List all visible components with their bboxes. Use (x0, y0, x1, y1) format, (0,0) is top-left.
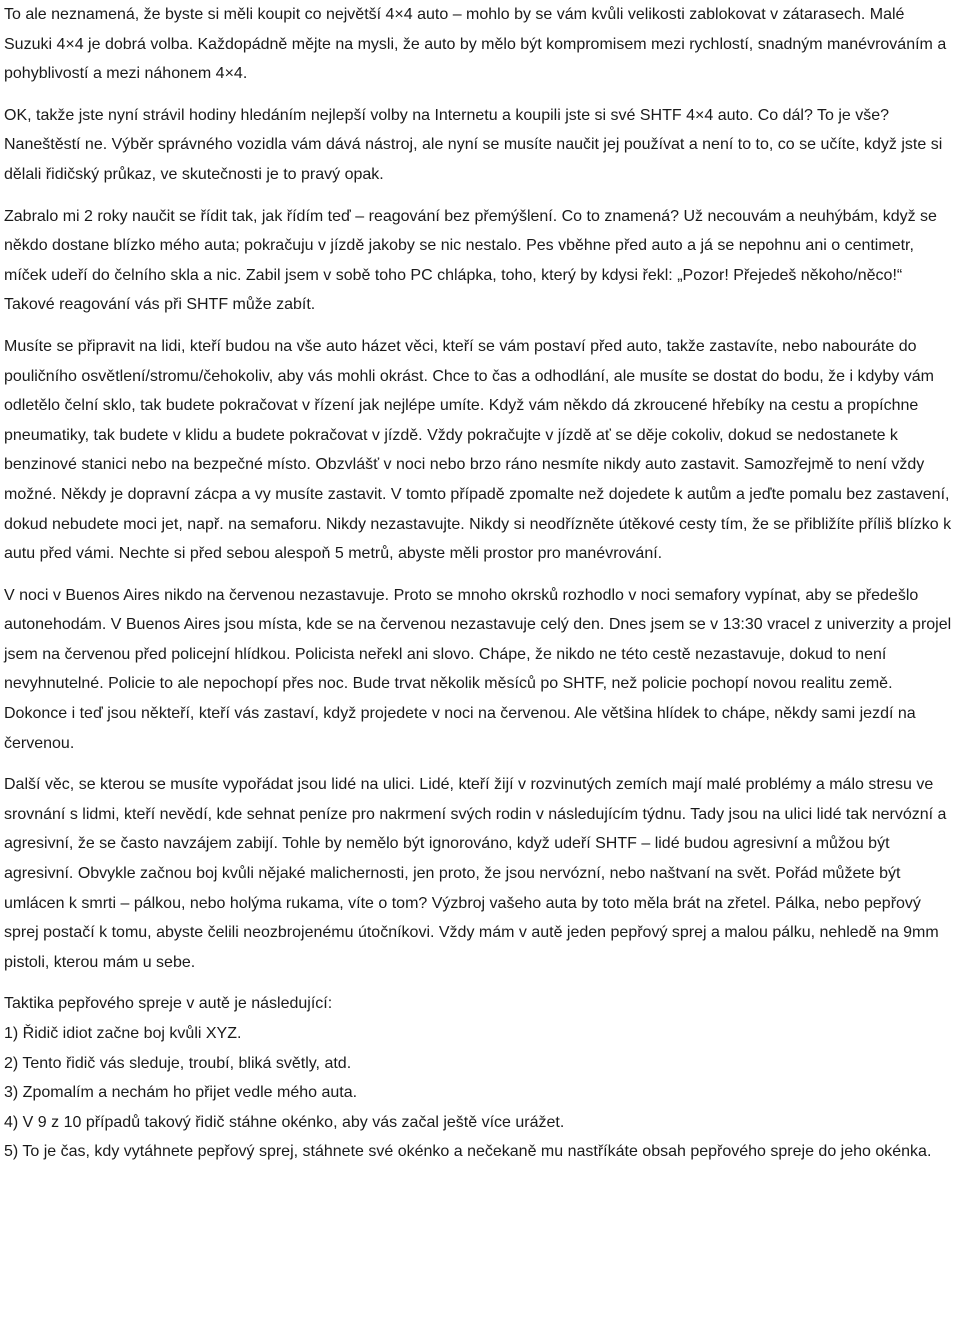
paragraph-street-people: Další věc, se kterou se musíte vypořádat jsou lidé na ulici. Lidé, kteří žijí v rozvinutých zemích mají malé problémy a málo stresu ve srovnání s lidmi, kteří nevědí, kde sehnat peníze pro nakrmení svých rodin v následujícím týdnu. Tady jsou na ulici lidé tak nervózní a agresivní, že se často navzájem zabijí. Tohle by nemělo být ignorováno, když udeří SHTF – lidé budou agresivní a můžou být agresivní. Obvykle začnou boj kvůli nějaké malichernosti, jen proto, že jsou nervózní, nebo naštvaní na svět. Pořád můžete být umlácen k smrti – pálkou, nebo holýma rukama, víte o tom? Výzbroj vašeho auta by toto měla brát na zřetel. Pálka, nebo pepřový sprej postačí k tomu, abyste čelili neozbrojenému útočníkovi. Vždy mám v autě jeden pepřový sprej a malou pálku, nehledě na 9mm pistoli, kterou mám u sebe. (4, 776, 947, 971)
paragraph-suzuki: To ale neznamená, že byste si měli koupit co největší 4×4 auto – mohlo by se vám kvůli velikosti zablokovat v zátarasech. Malé Suzuki 4×4 je dobrá volba. Každopádně mějte na mysli, že auto by mělo být kompromisem mezi rychlostí, snadným manévrováním a pohyblivostí a mezi náhonem 4×4. (4, 6, 947, 83)
document-page (4, 0, 956, 1167)
paragraph-keep-driving: Musíte se připravit na lidi, kteří budou na vše auto házet věci, kteří se vám postaví před auto, takže zastavíte, nebo nabouráte do pouličního osvětlení/stromu/čehokoliv, aby vás mohli okrást. Chce to čas a odhodlání, ale musíte se dostat do bodu, že i kdyby vám odletělo čelní sklo, tak budete pokračovat v řízení jak nejlépe umíte. Když vám někdo dá zkroucené hřebíky na cestu a propíchne pneumatiky, tak budete v klidu a budete pokračovat v jízdě. Vždy pokračujte v jízdě ať se děje cokoliv, dokud se nedostanete k benzinové stanici nebo na bezpečné místo. Obzvlášť v noci nebo brzo ráno nesmíte nikdy auto zastavit. Samozřejmě to není vždy možné. Někdy je dopravní zácpa a vy musíte zastavit. V tomto případě zpomalte než dojedete k autům a jeďte pomalu bez zastavení, dokud nebudete moci jet, např. na semaforu. Nikdy nezastavujte. Nikdy si neodřízněte útěkové cesty tím, že se přibližíte příliš blízko k autu před vámi. Nechte si před sebou alespoň 5 metrů, abyste měli prostor pro manévrování. (4, 337, 952, 563)
paragraph-buenos-aires: V noci v Buenos Aires nikdo na červenou nezastavuje. Proto se mnoho okrsků rozhodlo v noci semafory vypínat, aby se předešlo autonehodám. V Buenos Aires jsou místa, kde se na červenou nezastavuje celý den. Dnes jsem se v 13:30 vracel z univerzity a projel jsem na červenou před policejní hlídkou. Policista neřekl ani slovo. Chápe, že nikdo ne této cestě nezastavuje, dokud to není nevyhnutelné. Policie to ale nepochopí přes noc. Bude trvat několik měsíců po SHTF, než policie pochopí novou realitu země. Dokonce i teď jsou někteří, kteří vás zastaví, když projedete v noci na červenou. Ale většina hlídek to chápe, někdy sami jezdí na červenou. (4, 586, 952, 752)
list-item: 2) Tento řidič vás sleduje, troubí, bliká světly, atd. (4, 1054, 352, 1072)
list-item: 1) Řidič idiot začne boj kvůli XYZ. (4, 1025, 242, 1042)
pepper-spray-tactics (4, 989, 956, 1167)
list-intro: Taktika pepřového spreje v autě je následující: (4, 995, 333, 1013)
list-item: 3) Zpomalím a nechám ho přijet vedle mého auta. (4, 1084, 358, 1102)
paragraph-what-next: OK, takže jste nyní strávil hodiny hledáním nejlepší volby na Internetu a koupili jste si své SHTF 4×4 auto. Co dál? To je vše? Naneštěstí ne. Výběr správného vozidla vám dává nástroj, ale nyní se musíte naučit jej používat a není to to, co se učíte, když jste si dělali řidičský průkaz, ve skutečnosti je to pravý opak. (4, 106, 943, 183)
list-item: 5) To je čas, kdy vytáhnete pepřový sprej, stáhnete své okénko a nečekaně mu nastříkáte obsah pepřového spreje do jeho okénka. (4, 1143, 932, 1161)
list-item: 4) V 9 z 10 případů takový řidič stáhne okénko, aby vás začal ještě více urážet. (4, 1113, 565, 1131)
paragraph-reacting: Zabralo mi 2 roky naučit se řídit tak, jak řídím teď – reagování bez přemýšlení. Co to znamená? Už necouvám a neuhýbám, když se někdo dostane blízko mého auta; pokračuju v jízdě jakoby se nic nestalo. Pes vběhne před auto a já se nepohnu ani o centimetr, míček udeří do čelního skla a nic. Zabil jsem v sobě toho PC chlápka, toho, který by kdysi řekl: „Pozor! Přejedeš někoho/něco!“ Takové reagování vás při SHTF může zabít. (4, 207, 937, 314)
